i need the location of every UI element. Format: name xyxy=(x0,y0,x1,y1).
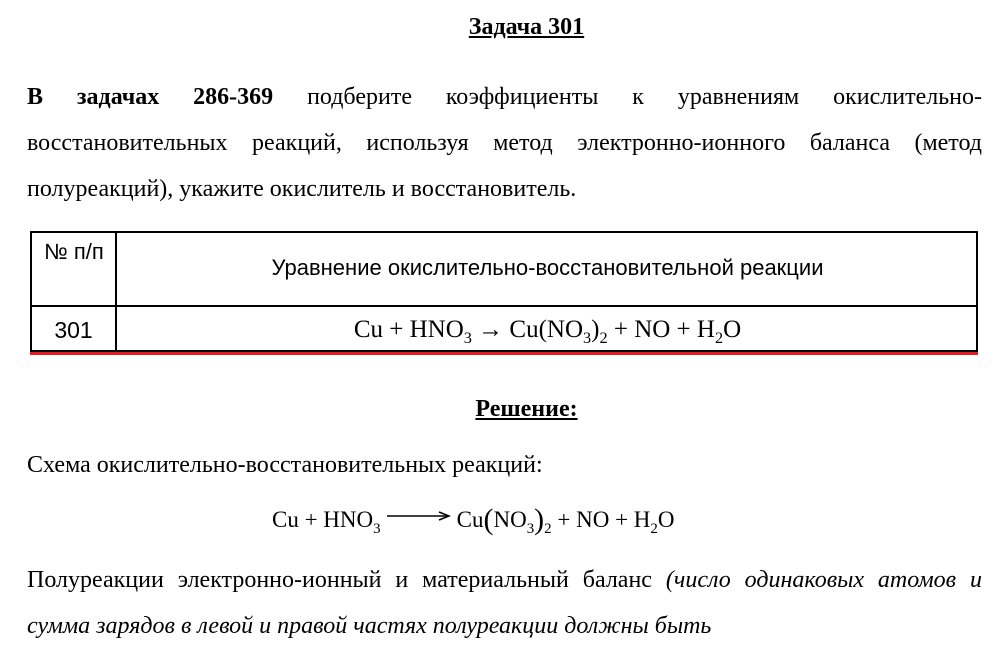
table-cell-number: 301 xyxy=(54,317,93,343)
reaction-table xyxy=(30,231,978,352)
statement-bold-part: В задачах 286-369 xyxy=(27,84,274,110)
half-reactions-text: Полуреакции электронно-ионный и материальный баланс (число одинаковых атомов и сумма зарядов в левой и правой частях полуреакции должны быть xyxy=(27,567,983,639)
arrow-icon xyxy=(387,511,451,521)
table-cell-equation: $Cu + HNO_3 \to Cu(NO_3)_2$ + NO + $H_2O$ xyxy=(353,316,742,347)
half-reactions-italic: (число одинаковых атомов и сумма зарядов в левой и правой частях полуреакции должны быть xyxy=(27,567,983,639)
scheme-label: Схема окислительно-восстановительных реакций: xyxy=(27,452,543,478)
problem-statement xyxy=(27,74,982,212)
statement-text: подберите коэффициенты к уравнениям окислительно-восстановительных реакций, используя метод электронно-ионного баланса (метод полуреакций), укажите окислитель и восстановитель. xyxy=(27,84,983,202)
table-header-number: № п/п xyxy=(44,239,104,264)
problem-title: Задача 301 xyxy=(468,14,585,40)
solution-title: Решение: xyxy=(475,396,578,422)
scheme-equation: $Cu + HNO_3$ $Cu(NO_3)_2$ + NO + $H_2O$ xyxy=(272,503,675,537)
table-row-divider xyxy=(32,305,976,307)
red-underline xyxy=(30,352,978,355)
table-header-equation: Уравнение окислительно-восстановительной реакции xyxy=(271,255,824,280)
